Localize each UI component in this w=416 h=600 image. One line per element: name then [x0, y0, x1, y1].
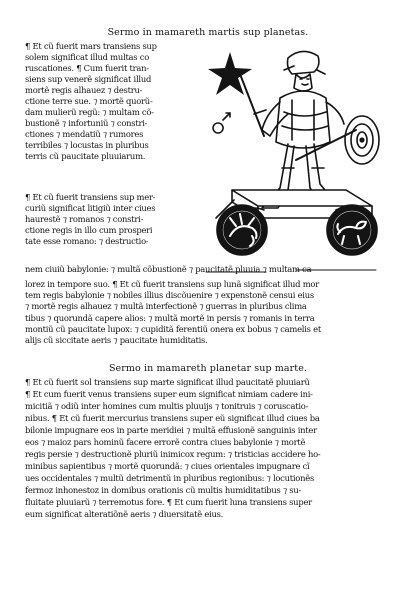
text-line: mortẽ regis alhauez ⁊ destru- — [25, 85, 143, 95]
text-line: solem significat illud multas co — [25, 52, 149, 62]
scorpio-wheel-icon — [217, 205, 267, 255]
text-line: siens sup venerẽ significat illud — [25, 74, 152, 84]
text-line: ¶ Et cũ fuerit transiens sup mer- — [25, 192, 156, 202]
text-line: tem regis babylonie ⁊ nobiles illius discõuenire ⁊ expenstonẽ censui eius — [25, 290, 314, 300]
text-line: curiũ significat litigiũ inter ciues — [25, 203, 156, 213]
text-line: tate esse romano: ⁊ destructio- — [25, 236, 149, 246]
text-line: montiũ cũ paucitate lupox: ⁊ cupiditã ferentiũ onera ex bobus ⁊ camelis et — [25, 324, 321, 334]
mars-glyph-icon — [213, 113, 230, 133]
text-line: micitiã ⁊ odiũ inter homines cum multis pluuijs ⁊ tonitruis ⁊ coruscatio- — [25, 401, 309, 411]
text-line: terris cũ paucitate pluuiarum. — [25, 151, 146, 161]
text-line: ctione terre sue. ⁊ mortẽ quorũ- — [25, 96, 153, 106]
text-line: alijs cũ siccitate aeris ⁊ paucitate humiditatis. — [25, 335, 208, 345]
text-line: ¶ Et cũ fuerit mars transiens sup — [25, 41, 157, 51]
mars-figure — [240, 51, 379, 208]
text-line: tibus ⁊ quorundã capere alios: ⁊ multã mortẽ in persis ⁊ romanis in terra — [25, 313, 315, 323]
text-line: ctiones ⁊ mendatiũ ⁊ rumores — [25, 129, 144, 139]
text-line: dam mulierũ regũ: ⁊ multam cõ- — [25, 107, 154, 117]
text-line: ¶ Et cum fuerit venus transiens super eum significat nimiam cadere ini- — [25, 389, 313, 399]
text-line: nem ciuiũ babylonie: ⁊ multã cõbustionẽ ⁊ paucitatẽ pluuia ⁊ multam ca — [25, 264, 312, 274]
text-line: bustionẽ ⁊ infortuniũ ⁊ constri- — [25, 118, 148, 128]
text-line: fluitate pluuiarũ ⁊ terremotus fore. ¶ Et cum fuerit luna transiens super — [25, 497, 312, 507]
text-line: ruscationes. ¶ Cum fuerit tran- — [25, 63, 149, 73]
section-heading-mars: Sermo in mamareth martis sup planetas. — [107, 27, 309, 38]
text-line: ⁊ mortẽ regis alhauez ⁊ multã interfectionẽ ⁊ guerras in pluribus clima — [25, 301, 307, 311]
text-line: terribiles ⁊ locustas in pluribus — [25, 140, 149, 150]
text-line: lorez in tempore suo. ¶ Et cũ fuerit transiens sup lunã significat illud mor — [25, 279, 319, 289]
text-line: regis persie ⁊ destructionẽ pluriũ inimicox regum: ⁊ tristicias accidere ho- — [25, 449, 321, 459]
text-line: eos ⁊ maioz pars hominũ facere errorẽ contra ciues babylonie ⁊ mortẽ — [25, 437, 306, 447]
aries-wheel-icon — [327, 205, 377, 255]
text-line: nibus. ¶ Et cũ fuerit mercurius transiens super eũ significat illud ciues ba — [25, 413, 320, 423]
text-line: fermoz inhonestoz in domibus orationis cũ multis humiditatibus ⁊ su- — [25, 485, 302, 495]
text-line: eum significat alteratiõnẽ aeris ⁊ diuersitatẽ eius. — [25, 509, 224, 519]
text-line: ctione regis in illo cum prosperi — [25, 225, 153, 235]
text-line: haurestẽ ⁊ romanos ⁊ constri- — [25, 214, 144, 224]
text-line: bilonie impugnare eos in parte meridiei ⁊ multã effusionẽ sanguinis inter — [25, 425, 317, 435]
text-line: minibus sapientibus ⁊ mortẽ quorundã: ⁊ ciues orientales impugnare cĩ — [25, 461, 310, 471]
text-line: ¶ Et cũ fuerit sol transiens sup marte significat illud paucitatẽ pluuiarũ — [25, 377, 310, 387]
text-line: ues occidentales ⁊ multũ detrimentũ in pluribus regionibus: ⁊ locutionẽs — [25, 473, 314, 483]
mars-chariot-woodcut — [196, 40, 396, 280]
section-heading-planets-on-mars: Sermo in mamareth planetar sup marte. — [108, 363, 308, 374]
